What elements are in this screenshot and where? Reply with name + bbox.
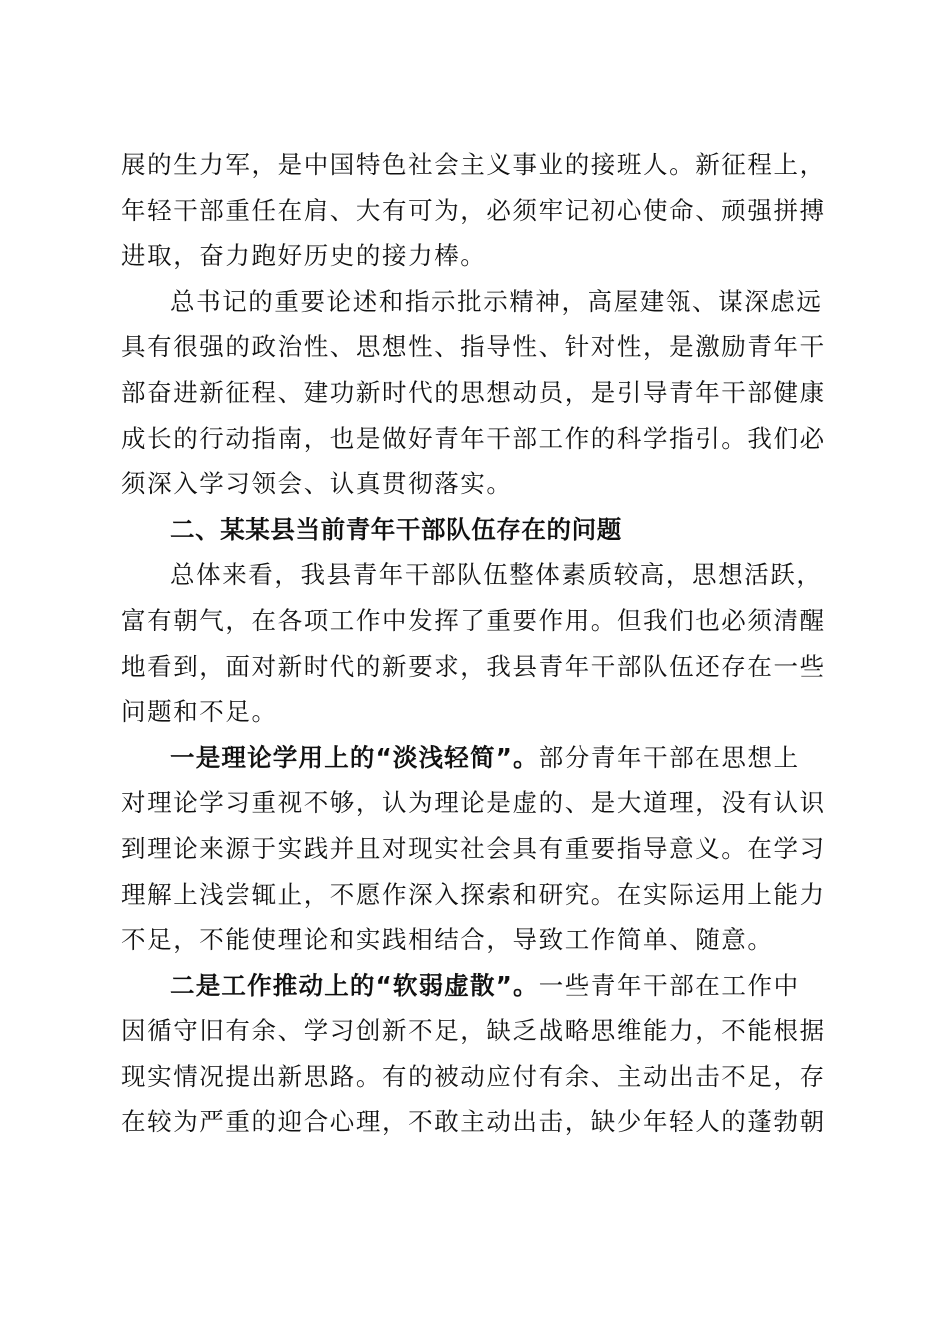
paragraph-line: 富有朝气，在各项工作中发挥了重要作用。但我们也必须清醒 bbox=[121, 605, 826, 635]
paragraph-line: 总书记的重要论述和指示批示精神，高屋建瓴、谋深虑远 bbox=[170, 286, 823, 316]
paragraph-line: 部奋进新征程、建功新时代的思想动员，是引导青年干部健康 bbox=[121, 377, 826, 407]
paragraph-lead: 二是工作推动上的“软弱虚散”。 bbox=[170, 970, 539, 1000]
paragraph-4 bbox=[121, 735, 826, 963]
document-body bbox=[121, 142, 826, 1145]
paragraph-line: 问题和不足。 bbox=[121, 697, 278, 727]
paragraph-3 bbox=[121, 552, 826, 734]
paragraph-line: 到理论来源于实践并且对现实社会具有重要指导意义。在学习 bbox=[121, 833, 826, 863]
paragraph-line: 因循守旧有余、学习创新不足，缺乏战略思维能力，不能根据 bbox=[121, 1016, 826, 1046]
paragraph-first-line bbox=[121, 735, 826, 781]
paragraph-lead: 一是理论学用上的“淡浅轻简”。 bbox=[170, 742, 539, 772]
paragraph-lead-rest: 一些青年干部在工作中 bbox=[538, 970, 800, 1000]
paragraph-line: 具有很强的政治性、思想性、指导性、针对性，是激励青年干 bbox=[121, 332, 826, 362]
paragraph-line: 不足，不能使理论和实践相结合，导致工作简单、随意。 bbox=[121, 925, 774, 955]
paragraph-first-line bbox=[121, 963, 826, 1009]
paragraph-line: 年轻干部重任在肩、大有可为，必须牢记初心使命、顽强拼搏 bbox=[121, 195, 826, 225]
paragraph-line: 进取，奋力跑好历史的接力棒。 bbox=[121, 241, 487, 271]
section-heading: 二、某某县当前青年干部队伍存在的问题 bbox=[170, 514, 622, 544]
paragraph-line: 理解上浅尝辄止，不愿作深入探索和研究。在实际运用上能力 bbox=[121, 879, 826, 909]
paragraph-line: 地看到，面对新时代的新要求，我县青年干部队伍还存在一些 bbox=[121, 651, 826, 681]
paragraph-2 bbox=[121, 279, 826, 507]
paragraph-line: 成长的行动指南，也是做好青年干部工作的科学指引。我们必 bbox=[121, 423, 826, 453]
paragraph-lead-rest: 部分青年干部在思想上 bbox=[538, 742, 800, 772]
paragraph-5 bbox=[121, 963, 826, 1145]
paragraph-1 bbox=[121, 142, 826, 279]
paragraph-line: 展的生力军，是中国特色社会主义事业的接班人。新征程上， bbox=[121, 150, 826, 179]
paragraph-line: 现实情况提出新思路。有的被动应付有余、主动出击不足，存 bbox=[121, 1061, 826, 1091]
paragraph-line: 在较为严重的迎合心理，不敢主动出击，缺少年轻人的蓬勃朝 bbox=[121, 1107, 826, 1137]
paragraph-line: 须深入学习领会、认真贯彻落实。 bbox=[121, 469, 513, 499]
paragraph-line: 对理论学习重视不够，认为理论是虚的、是大道理，没有认识 bbox=[121, 788, 826, 818]
paragraph-line: 总体来看，我县青年干部队伍整体素质较高，思想活跃， bbox=[170, 560, 823, 590]
